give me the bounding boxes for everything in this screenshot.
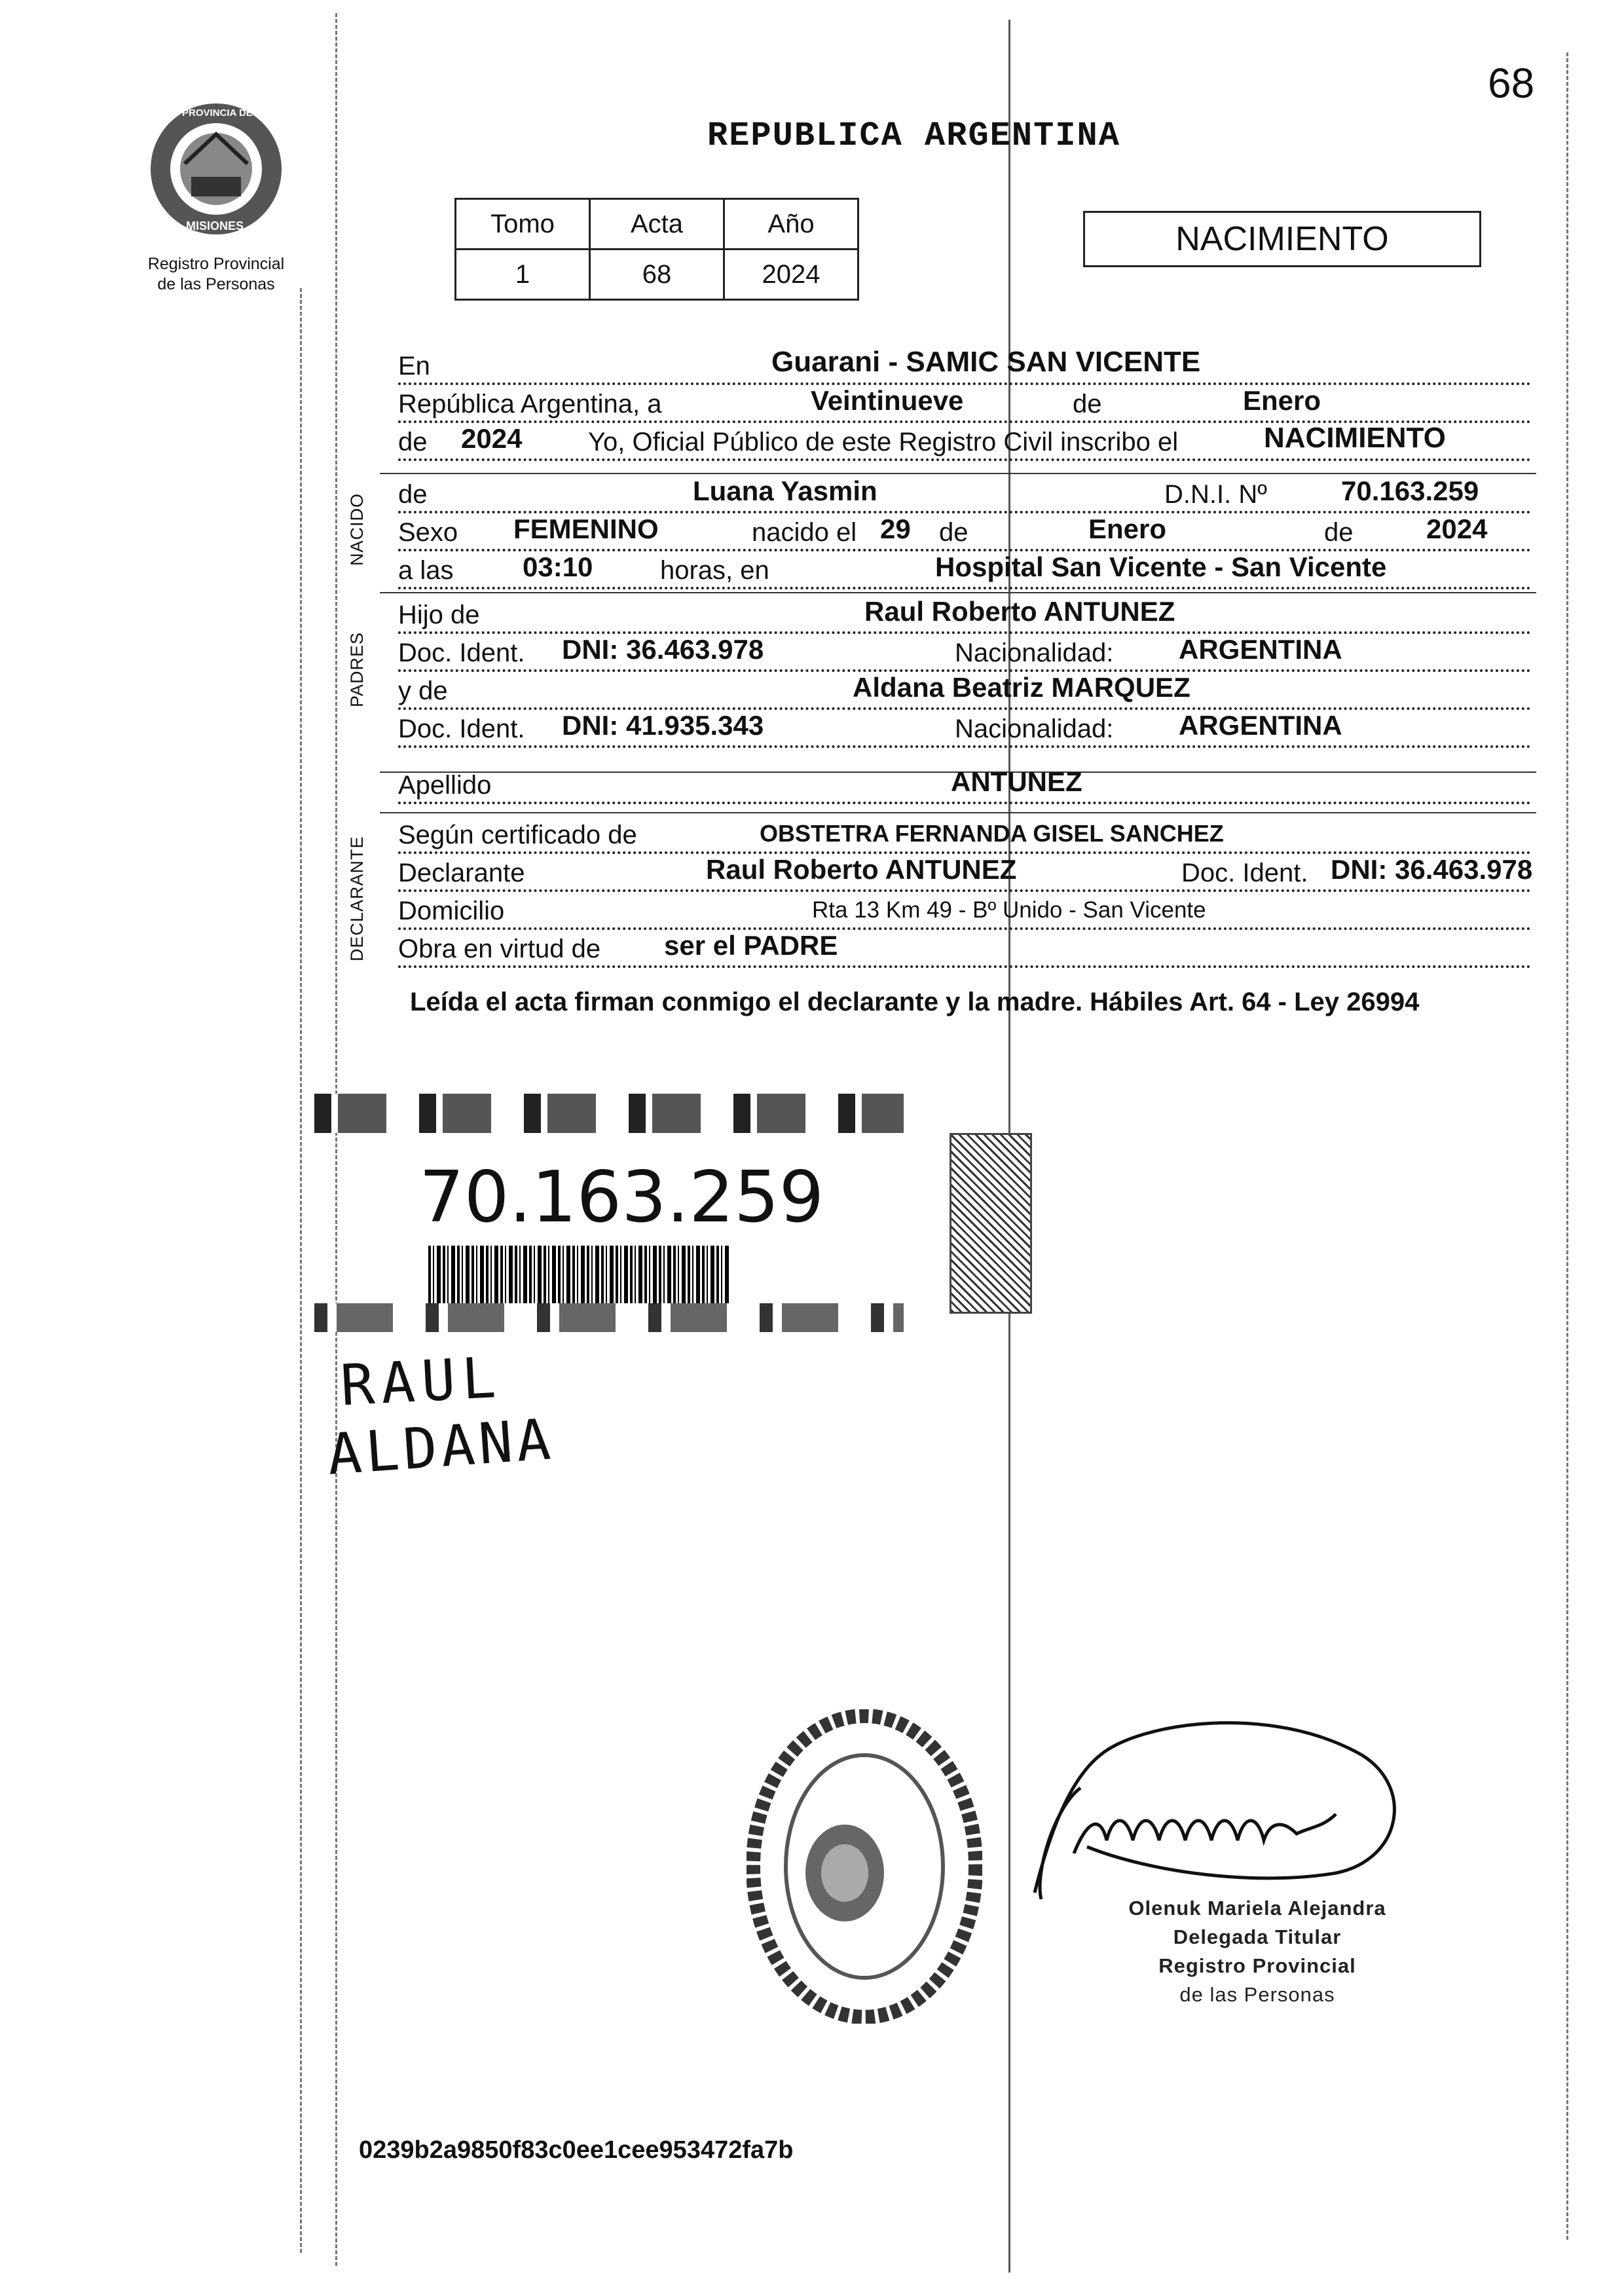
en-value: Guarani - SAMIC SAN VICENTE xyxy=(771,346,1201,378)
republica-label: República Argentina, a xyxy=(398,390,662,418)
mother-nat-label: Nacionalidad: xyxy=(955,715,1114,743)
en-label: En xyxy=(398,352,430,380)
record-value-acta: 68 xyxy=(590,250,724,300)
seal-text-top: PROVINCIA DE xyxy=(182,107,253,119)
year-prefix: de xyxy=(398,428,428,456)
handwritten-aldana: ALDANA xyxy=(325,1407,557,1488)
row-mother-doc xyxy=(398,709,1531,748)
row-hijo xyxy=(398,595,1531,634)
official-seal xyxy=(747,1709,982,2024)
father-nat-label: Nacionalidad: xyxy=(955,639,1114,667)
mother-nat: ARGENTINA xyxy=(1179,710,1342,741)
registro-text: Yo, Oficial Público de este Registro Civil inscribo el xyxy=(588,428,1179,456)
row-father-doc xyxy=(398,633,1531,672)
father-doc: DNI: 36.463.978 xyxy=(562,634,764,665)
registry-caption-line-1: Registro Provincial xyxy=(147,255,285,273)
horas-label: horas, en xyxy=(660,556,769,585)
declarante-value: Raul Roberto ANTUNEZ xyxy=(706,854,1017,885)
row-mother xyxy=(398,671,1531,710)
father-nat: ARGENTINA xyxy=(1179,634,1342,665)
birth-time: 03:10 xyxy=(523,551,593,582)
sexo-value: FEMENINO xyxy=(513,513,659,544)
handwritten-raul: RAUL xyxy=(339,1345,504,1419)
row-apellido xyxy=(398,765,1531,804)
de3-label: de xyxy=(1324,518,1354,547)
cert-value: OBSTETRA FERNANDA GISEL SANCHEZ xyxy=(760,820,1224,847)
mother-doc-label: Doc. Ident. xyxy=(398,715,525,743)
obra-value: ser el PADRE xyxy=(664,930,838,961)
de2-label: de xyxy=(939,518,969,547)
sticker-pattern-bottom xyxy=(314,1303,904,1332)
page-title: REPUBLICA ARGENTINA xyxy=(707,117,1120,155)
hologram-stamp xyxy=(950,1133,1032,1314)
child-dni: 70.163.259 xyxy=(1341,475,1479,506)
domicilio-label: Domicilio xyxy=(398,897,505,925)
row-obra xyxy=(398,929,1531,968)
sticker-barcode xyxy=(428,1246,729,1305)
record-header-acta: Acta xyxy=(590,199,724,250)
sticker-pattern-top xyxy=(314,1094,904,1133)
record-value-tomo: 1 xyxy=(456,250,590,300)
time-label: a las xyxy=(398,556,454,585)
birth-day: 29 xyxy=(880,513,911,544)
official-name: Olenuk Mariela Alejandra xyxy=(1128,1897,1386,1920)
year-value: 2024 xyxy=(461,423,523,454)
name-label: de xyxy=(398,480,428,509)
nacido-label: nacido el xyxy=(752,518,857,547)
record-table xyxy=(454,198,859,301)
birth-place: Hospital San Vicente - San Vicente xyxy=(935,551,1387,582)
apellido-label: Apellido xyxy=(398,771,492,800)
birth-month: Enero xyxy=(1088,513,1167,544)
row-declarante xyxy=(398,853,1531,892)
section-label-nacido: NACIDO xyxy=(347,492,367,566)
sticker-number: 70.163.259 xyxy=(419,1157,824,1238)
document-hash: 0239b2a9850f83c0ee1cee953472fa7b xyxy=(359,2136,794,2164)
month-value: Enero xyxy=(1243,385,1321,416)
section-label-padres: PADRES xyxy=(347,631,367,707)
section-label-declarante: DECLARANTE xyxy=(347,836,367,961)
dni-label: D.N.I. Nº xyxy=(1164,480,1267,509)
father-name: Raul Roberto ANTUNEZ xyxy=(864,596,1175,627)
birth-year: 2024 xyxy=(1426,513,1488,544)
row-fecha xyxy=(398,384,1531,423)
row-en xyxy=(398,346,1531,385)
decl-doc: DNI: 36.463.978 xyxy=(1331,854,1533,885)
separator-line-4 xyxy=(380,812,1536,813)
official-signature xyxy=(995,1677,1454,1912)
sexo-label: Sexo xyxy=(398,518,458,547)
dni-sticker xyxy=(314,1094,904,1343)
record-header-tomo: Tomo xyxy=(456,199,590,250)
left-margin-line-2 xyxy=(300,288,302,2253)
row-certificado xyxy=(398,815,1531,854)
row-domicilio xyxy=(398,891,1531,930)
de-label: de xyxy=(1073,390,1102,418)
right-edge-line xyxy=(1566,52,1568,2240)
mother-name: Aldana Beatriz MARQUEZ xyxy=(853,672,1190,703)
apellido-value: ANTUNEZ xyxy=(951,766,1082,797)
decl-doc-label: Doc. Ident. xyxy=(1181,859,1308,887)
official-role: Delegada Titular xyxy=(1173,1925,1342,1948)
day-words: Veintinueve xyxy=(811,385,964,416)
declarante-label: Declarante xyxy=(398,859,525,887)
official-org-1: Registro Provincial xyxy=(1158,1954,1356,1977)
row-year xyxy=(398,422,1531,461)
registry-caption xyxy=(124,254,308,295)
registry-caption-line-2: de las Personas xyxy=(157,275,275,293)
row-sexo xyxy=(398,512,1531,551)
record-header-ano: Año xyxy=(724,199,858,250)
yde-label: y de xyxy=(398,677,448,705)
domicilio-value: Rta 13 Km 49 - Bº Unido - San Vicente xyxy=(812,897,1206,923)
obra-label: Obra en virtud de xyxy=(398,935,601,963)
official-block xyxy=(1087,1894,1428,2009)
seal-text-bottom: MISIONES xyxy=(186,219,244,232)
official-org-2: de las Personas xyxy=(1179,1983,1335,2006)
hijo-label: Hijo de xyxy=(398,601,480,629)
father-doc-label: Doc. Ident. xyxy=(398,639,525,667)
row-time xyxy=(398,550,1531,589)
inscribe-type: NACIMIENTO xyxy=(1264,422,1446,454)
separator-line-2 xyxy=(380,592,1536,593)
mother-doc: DNI: 41.935.343 xyxy=(562,710,764,741)
page-number: 68 xyxy=(1488,60,1535,107)
province-seal xyxy=(145,98,287,249)
row-name xyxy=(398,474,1531,513)
child-name: Luana Yasmin xyxy=(693,475,877,506)
record-type-box: NACIMIENTO xyxy=(1083,211,1481,267)
record-value-ano: 2024 xyxy=(724,250,858,300)
cert-label: Según certificado de xyxy=(398,821,637,849)
closing-text: Leída el acta firman conmigo el declarante y la madre. Hábiles Art. 64 - Ley 26994 xyxy=(410,988,1420,1016)
